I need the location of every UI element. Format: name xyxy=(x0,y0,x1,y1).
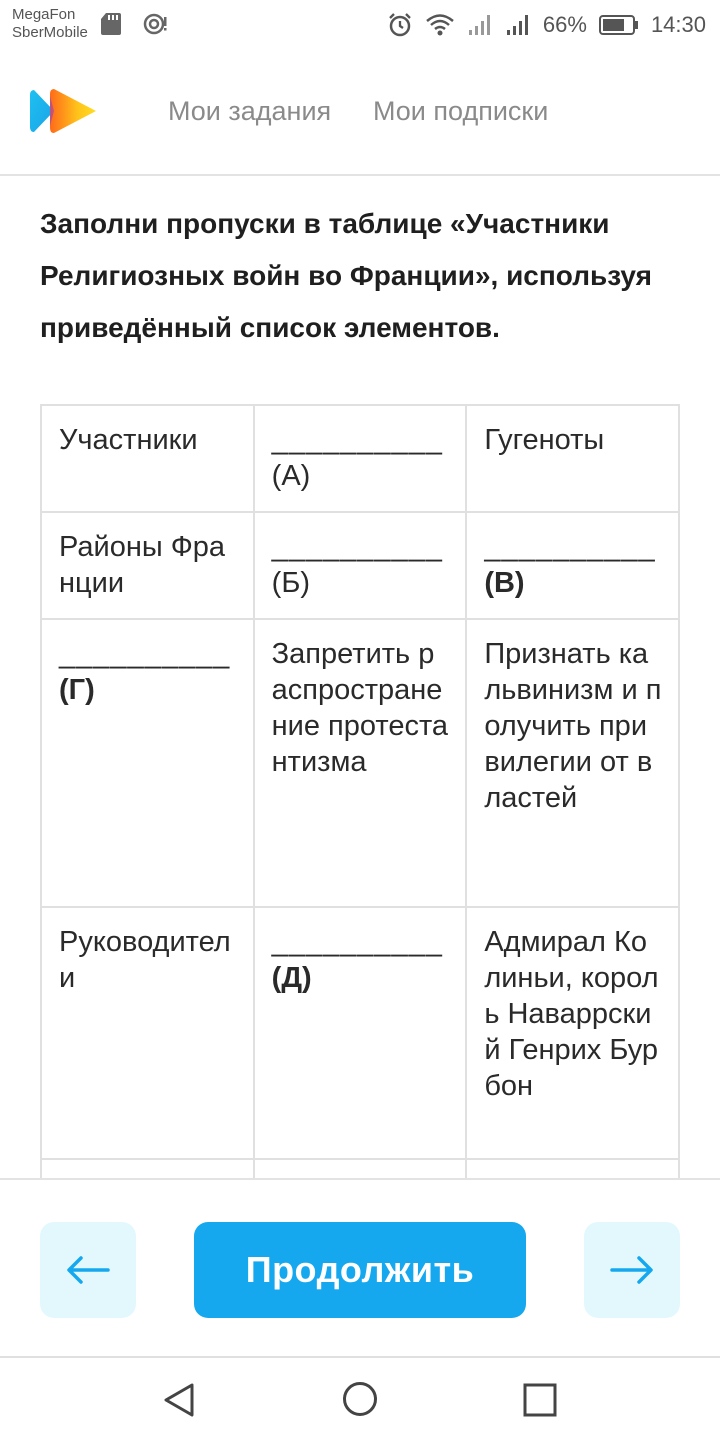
arrow-right-icon xyxy=(610,1255,654,1285)
blank-cell-v[interactable] xyxy=(466,512,679,619)
signal-icon xyxy=(505,13,531,37)
carrier-line-2: SberMobile xyxy=(12,24,88,41)
blank-tag: (Д) xyxy=(271,962,312,994)
table-cell xyxy=(254,1159,467,1178)
recent-apps-icon[interactable] xyxy=(522,1382,558,1418)
blank-line: __________ xyxy=(59,638,231,670)
table-row xyxy=(41,907,679,1159)
blank-line: __________ xyxy=(271,531,443,563)
battery-percent: 66% xyxy=(542,12,587,37)
table-cell xyxy=(41,405,254,512)
table-row xyxy=(41,1159,679,1178)
blank-tag: (Б) xyxy=(271,567,311,599)
blank-tag: (А) xyxy=(271,460,311,492)
blank-line: __________ xyxy=(484,531,656,563)
back-icon[interactable] xyxy=(162,1382,198,1418)
cell-text: Запретить распространение протестантизма xyxy=(271,638,449,778)
table-row xyxy=(41,512,679,619)
table-cell xyxy=(41,512,254,619)
blank-tag: (Г) xyxy=(59,674,95,706)
app-header xyxy=(0,50,720,176)
alarm-icon xyxy=(387,12,413,38)
table-cell xyxy=(254,619,467,907)
table-cell xyxy=(41,907,254,1159)
signal-icon xyxy=(467,13,493,37)
app-logo-icon[interactable] xyxy=(30,86,98,136)
table-cell xyxy=(466,405,679,512)
nav-my-tasks[interactable]: Мои задания xyxy=(168,96,332,126)
blank-cell-a[interactable] xyxy=(254,405,467,512)
table-cell xyxy=(466,1159,679,1178)
cell-text: Адмирал Колиньи, король Наваррский Генрих Бурбон xyxy=(484,926,659,1102)
blank-tag: (В) xyxy=(484,567,525,599)
participants-table xyxy=(40,404,680,1178)
bottom-action-bar xyxy=(0,1178,720,1358)
carrier-name xyxy=(12,6,88,42)
cell-text: Гугеноты xyxy=(484,424,605,456)
cell-text: Признать кальвинизм и получить привилегии от властей xyxy=(484,638,662,814)
nav-my-subscriptions[interactable]: Мои подписки xyxy=(373,96,549,126)
continue-button[interactable]: Продолжить xyxy=(194,1222,526,1318)
cast-icon xyxy=(142,12,168,36)
home-icon[interactable] xyxy=(342,1381,378,1417)
battery-icon xyxy=(599,14,639,36)
table-row xyxy=(41,405,679,512)
wifi-icon xyxy=(425,13,455,37)
cell-text: Районы Франции xyxy=(59,531,226,599)
previous-button[interactable] xyxy=(40,1222,136,1318)
blank-cell-d[interactable] xyxy=(254,907,467,1159)
blank-cell-g[interactable] xyxy=(41,619,254,907)
blank-line: __________ xyxy=(271,926,443,958)
cell-text: Участники xyxy=(59,424,198,456)
blank-line: __________ xyxy=(271,424,443,456)
system-nav-bar xyxy=(0,1356,720,1442)
carrier-line-1: MegaFon xyxy=(12,6,76,23)
status-bar xyxy=(0,0,720,50)
question-text: Заполни пропуски в таблице «Участники Религиозных войн во Франции», используя приведённый список элементов. xyxy=(40,208,652,343)
arrow-left-icon xyxy=(66,1255,110,1285)
table-cell xyxy=(466,619,679,907)
table-row xyxy=(41,619,679,907)
clock: 14:30 xyxy=(650,12,706,37)
sd-card-icon xyxy=(100,12,122,36)
table-cell xyxy=(466,907,679,1159)
table-cell xyxy=(41,1159,254,1178)
next-button[interactable] xyxy=(584,1222,680,1318)
blank-cell-b[interactable] xyxy=(254,512,467,619)
cell-text: Руководители xyxy=(59,926,231,994)
task-content xyxy=(0,176,720,1178)
